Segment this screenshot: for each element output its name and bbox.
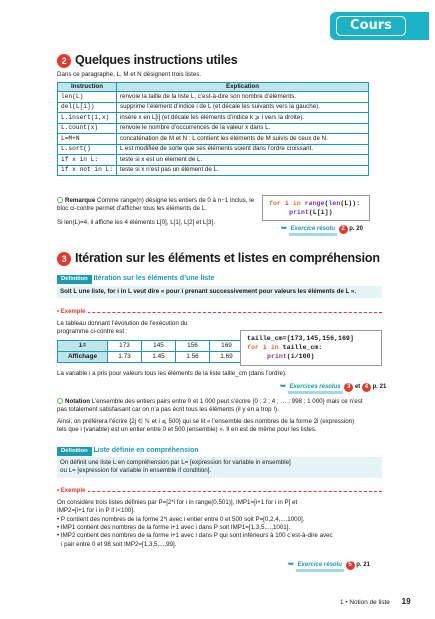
definition-2-line-2: ou L= [expression for variable in ensemble if condition]. (60, 467, 212, 475)
instructions-table (57, 82, 369, 176)
explication-cell: supprime l’élément d’indice i de L (et décale les suivants vers la gauche). (116, 102, 368, 113)
exercise-number: 2 (339, 225, 348, 234)
explication-cell: L est modifiée de sorte que ses éléments soient dans l’ordre croissant. (116, 144, 368, 155)
exercise-page: p. 20 (349, 226, 363, 232)
remark-line-3: Si len(L)=4, il affiche les 4 éléments L[0], L[1], L[2] et L[3]. (57, 219, 215, 226)
section-2-heading (57, 52, 238, 69)
table-row (58, 352, 244, 363)
definition-title: Itération sur les éléments d’une liste (93, 275, 215, 282)
example-divider (57, 491, 382, 492)
exercise-ref[interactable] (288, 560, 370, 572)
section-title: Quelques instructions utiles (75, 53, 238, 68)
table-row (58, 341, 244, 352)
code-line: print(L[i]) (289, 209, 333, 217)
example-2-bullet-3a: • IMP2 contient des nombres de la forme i+1 avec i dans P qui sont inférieurs à 100 c’est-à-dire avec (57, 532, 333, 540)
chapter-label: 1 • Notion de liste (340, 599, 390, 606)
code-block-taille (240, 330, 382, 366)
arrow-icon: ➥ (280, 383, 286, 390)
notation-block (57, 398, 387, 434)
example-2-block (57, 499, 387, 549)
arrow-icon: ➥ (288, 561, 294, 568)
code-block-range (262, 195, 370, 221)
execution-table (57, 340, 244, 363)
definition-1-header (57, 274, 214, 284)
code-line: for i in taille_cm: (247, 344, 323, 352)
example-1-line-2: programme ci-contre est : (57, 328, 128, 336)
definition-tag: Définition (57, 447, 92, 456)
explication-cell: insère x en L[i] (et décale les éléments d’indice k ⩾ i vers la droite). (116, 113, 368, 124)
page-number: 19 (401, 597, 411, 606)
instruction-cell: del(L[i]) (58, 102, 117, 113)
example-1-after: La variable i a pris pour valeurs tous les éléments de la liste taille_cm (dans l’ordre). (57, 370, 287, 377)
instruction-cell: L.sort() (58, 144, 117, 155)
notation-bullet-icon (57, 398, 63, 404)
definition-1-text: Soit L une liste, for i in L veut dire « pour i prenant successivement pour valeurs les éléments de L ». (57, 286, 382, 298)
notation-line-4: tels que i (variable) est un entier entre 0 et 500 (ensemble) ». Il en est de même pour les listes. (57, 426, 317, 434)
arrow-icon: ➥ (281, 225, 287, 232)
instruction-cell: L.insert(i,x) (58, 113, 117, 124)
instruction-cell: if x in L: (58, 155, 117, 166)
cell: 1.69 (210, 352, 244, 363)
remark-line-1: Comme range(n) désigne les entiers de 0 à n−1 (97, 197, 229, 204)
notation-line-2: pas totalement satisfaisant car on n’a pas écrit tous les éléments (il y en a trop !). (57, 406, 279, 414)
remark-label: Remarque (65, 197, 96, 204)
cell: 173 (108, 341, 142, 352)
code-line: print(i/100) (267, 353, 315, 361)
row-head: Affichage (58, 352, 108, 363)
exercise-page: p. 21 (372, 384, 387, 390)
section-number: 3 (57, 252, 71, 266)
exercises-ref[interactable] (280, 382, 386, 394)
exercise-number: 5 (346, 561, 355, 570)
exercise-ref-label: Exercices résolus (288, 383, 343, 394)
cell: 1.45 (142, 352, 176, 363)
instruction-cell: L=M+N (58, 134, 117, 145)
explication-cell: renvoie la taille de la liste L, c’est-à-dire son nombre d’éléments. (116, 92, 368, 103)
exercise-number: 4 (362, 383, 371, 392)
exercise-number: 3 (344, 383, 353, 392)
exercise-ref[interactable] (281, 224, 363, 236)
example-1-line-1: Le tableau donnant l’évolution de l’exécution du (57, 320, 188, 327)
example-2-bullet-3b: i pair entre 0 et 98 soit IMP2=[1,3,5,...,99]. (61, 540, 177, 548)
page-footer (340, 597, 411, 608)
example-2-bullet-1: • P contient des nombres de la forme 2*i avec i entier entre 0 et 500 soit P=[0,2,4,...,1000]. (57, 515, 305, 523)
definition-2-header (57, 446, 199, 456)
explication-cell: renvoie le nombre d’occurrences de la valeur x dans L. (116, 123, 368, 134)
notation-line-3: Ainsi, on préférera l’écrire {2j ∈ ℕ et i ⩽ 500} qui se lit « l’ensemble des nombres de la forme 2i (expression) (57, 417, 355, 425)
exercise-page: p. 21 (356, 562, 370, 568)
section-3-heading (57, 250, 380, 267)
remark-bullet-icon (57, 197, 63, 203)
example-2-bullet-2: • IMP1 contient des nombres de la forme i+1 avec i dans P soit IMP1=[1,3,5,...,1001]. (57, 524, 291, 532)
table-header: Instruction (58, 83, 117, 92)
example-label: • Exemple (57, 487, 88, 495)
definition-title: Liste définie en compréhension (93, 447, 199, 454)
table-row (58, 113, 369, 124)
instruction-cell: if x not in L: (58, 165, 117, 176)
instruction-cell: L.count(x) (58, 123, 117, 134)
cell: 169 (210, 341, 244, 352)
remark-line-2: inclus, le bloc ci-contre permet d’afficher tous les éléments de L. (57, 197, 255, 213)
explication-cell: concaténation de M et N : L contient les éléments de M suivis de ceux de N. (116, 134, 368, 145)
exercise-and: et (354, 384, 361, 390)
example-label-text: Exemple (60, 309, 86, 315)
table-row (58, 123, 369, 134)
cell: 1.73 (108, 352, 142, 363)
table-row (58, 134, 369, 145)
example-label: • Exemple (57, 308, 88, 316)
notation-label: Notation (65, 398, 91, 405)
notation-line-1: L’ensemble des entiers pairs entre 0 et 1 000 peut s’écrire {0 ; 2 ; 4 ; … ; 998 ; 1 000} mais ce n’est (91, 398, 363, 405)
cell: 145 (142, 341, 176, 352)
exercise-ref-label: Exercice résolu (296, 561, 344, 572)
explication-cell: teste si x n’est pas un élément de L. (116, 165, 368, 176)
instruction-cell: len(L) (58, 92, 117, 103)
table-row (58, 102, 369, 113)
cell: 156 (176, 341, 210, 352)
section-title: Itération sur les éléments et listes en compréhension (75, 251, 380, 266)
definition-2-text (57, 457, 382, 478)
explication-cell: teste si x est un élément de L. (116, 155, 368, 166)
example-divider (57, 312, 382, 313)
table-row (58, 144, 369, 155)
code-line: for i in range(len(L)): (269, 200, 361, 207)
definition-2-line-1: On définit une liste L en compréhension par L= [expression for variable in ensemble] (60, 459, 291, 466)
section-number: 2 (57, 54, 71, 68)
cours-label: Cours (336, 16, 406, 36)
example-1-intro (57, 320, 237, 337)
section-2-intro: Dans ce paragraphe, L, M et N désignent trois listes. (57, 71, 202, 78)
table-header: Explication (116, 83, 368, 92)
remark-block (57, 197, 262, 214)
example-2-line-1: On considère trois listes définies par P=[2*i for i in range(0,501)], IMP1=[i+1 for i in P] et (57, 499, 298, 506)
code-line: taille_cm=[173,145,156,169] (247, 335, 354, 342)
table-row (58, 165, 369, 176)
table-row (58, 155, 369, 166)
example-label-text: Exemple (60, 488, 86, 494)
example-2-line-2: IMP2=[i+1 for i in P if i<100]. (57, 507, 135, 515)
table-row (58, 92, 369, 103)
cell: 1.56 (176, 352, 210, 363)
row-head: i= (58, 341, 108, 352)
definition-tag: Définition (57, 275, 92, 284)
exercise-ref-label: Exercice résolu (289, 225, 337, 236)
